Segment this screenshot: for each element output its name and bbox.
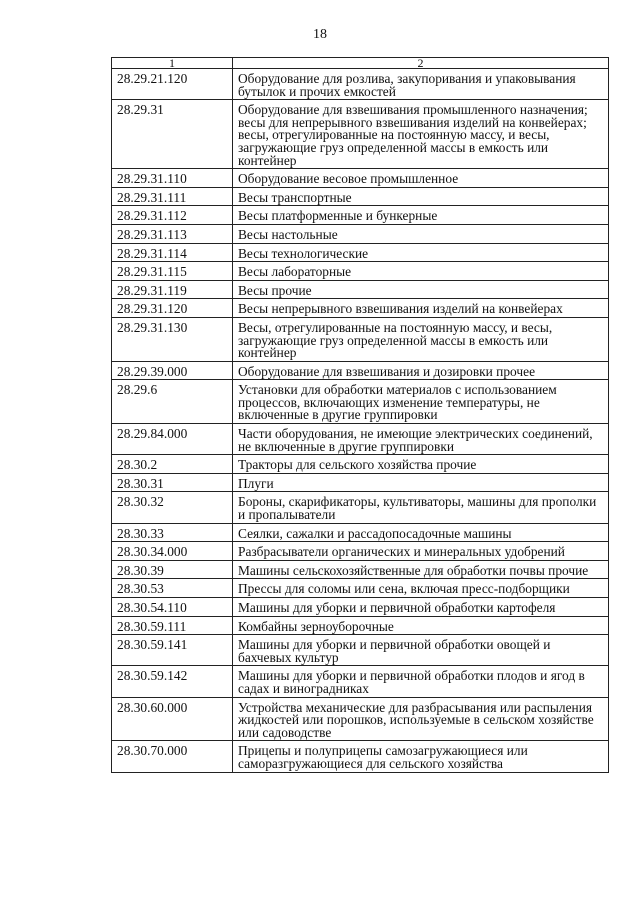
table-row xyxy=(112,280,609,299)
code-cell: 28.29.31.110 xyxy=(112,169,233,188)
description-cell: Части оборудования, не имеющие электрических соединений, не включенные в другие группировки xyxy=(233,424,609,455)
description-cell: Комбайны зерноуборочные xyxy=(233,616,609,635)
description-cell: Машины сельскохозяйственные для обработки почвы прочие xyxy=(233,560,609,579)
description-cell: Весы прочие xyxy=(233,280,609,299)
table-row xyxy=(112,542,609,561)
code-cell: 28.30.34.000 xyxy=(112,542,233,561)
table-row xyxy=(112,317,609,361)
description-cell: Установки для обработки материалов с использованием процессов, включающих изменение температуры, не включенные в другие группировки xyxy=(233,380,609,424)
code-cell: 28.29.31.114 xyxy=(112,243,233,262)
code-cell: 28.29.31.120 xyxy=(112,299,233,318)
code-cell: 28.29.21.120 xyxy=(112,69,233,100)
code-cell: 28.30.2 xyxy=(112,455,233,474)
code-cell: 28.30.31 xyxy=(112,473,233,492)
table-row xyxy=(112,666,609,697)
description-cell: Прицепы и полуприцепы самозагружающиеся или саморазгружающиеся для сельского хозяйства xyxy=(233,741,609,772)
description-cell: Разбрасыватели органических и минеральных удобрений xyxy=(233,542,609,561)
code-cell: 28.30.59.141 xyxy=(112,635,233,666)
description-cell: Машины для уборки и первичной обработки овощей и бахчевых культур xyxy=(233,635,609,666)
table-row xyxy=(112,635,609,666)
table-row xyxy=(112,523,609,542)
description-cell: Оборудование для розлива, закупоривания и упаковывания бутылок и прочих емкостей xyxy=(233,69,609,100)
table-row xyxy=(112,492,609,523)
description-cell: Весы платформенные и бункерные xyxy=(233,206,609,225)
table-row xyxy=(112,361,609,380)
description-cell: Бороны, скарификаторы, культиваторы, машины для прополки и пропалыватели xyxy=(233,492,609,523)
code-cell: 28.29.39.000 xyxy=(112,361,233,380)
table-row xyxy=(112,380,609,424)
table-row xyxy=(112,262,609,281)
table-row xyxy=(112,741,609,772)
code-cell: 28.29.31.115 xyxy=(112,262,233,281)
description-cell: Тракторы для сельского хозяйства прочие xyxy=(233,455,609,474)
description-cell: Весы лабораторные xyxy=(233,262,609,281)
table-row xyxy=(112,560,609,579)
classification-table xyxy=(111,57,609,773)
table-row xyxy=(112,206,609,225)
description-cell: Оборудование весовое промышленное xyxy=(233,169,609,188)
code-cell: 28.29.31.119 xyxy=(112,280,233,299)
page-number: 18 xyxy=(313,27,327,42)
description-cell: Оборудование для взвешивания промышленного назначения; весы для непрерывного взвешивания изделий на конвейерах; весы, отрегулированные на постоянную массу, и весы, загружающие груз определенной массы в емкость или контейнер xyxy=(233,100,609,169)
code-cell: 28.30.60.000 xyxy=(112,697,233,741)
table-row xyxy=(112,100,609,169)
code-cell: 28.29.31.111 xyxy=(112,187,233,206)
code-cell: 28.29.31.112 xyxy=(112,206,233,225)
code-cell: 28.30.33 xyxy=(112,523,233,542)
code-cell: 28.30.59.111 xyxy=(112,616,233,635)
table-row xyxy=(112,424,609,455)
description-cell: Сеялки, сажалки и рассадопосадочные машины xyxy=(233,523,609,542)
description-cell: Весы настольные xyxy=(233,224,609,243)
description-cell: Весы транспортные xyxy=(233,187,609,206)
code-cell: 28.30.70.000 xyxy=(112,741,233,772)
table-row xyxy=(112,169,609,188)
column-header-1: 1 xyxy=(112,58,233,69)
table-row xyxy=(112,579,609,598)
table-row xyxy=(112,598,609,617)
table-header-row xyxy=(112,58,609,69)
table-row xyxy=(112,243,609,262)
code-cell: 28.29.6 xyxy=(112,380,233,424)
table-row xyxy=(112,224,609,243)
code-cell: 28.30.59.142 xyxy=(112,666,233,697)
code-cell: 28.29.31.130 xyxy=(112,317,233,361)
code-cell: 28.30.32 xyxy=(112,492,233,523)
table-row xyxy=(112,616,609,635)
table-row xyxy=(112,455,609,474)
code-cell: 28.29.31 xyxy=(112,100,233,169)
code-cell: 28.30.39 xyxy=(112,560,233,579)
description-cell: Плуги xyxy=(233,473,609,492)
description-cell: Машины для уборки и первичной обработки плодов и ягод в садах и виноградниках xyxy=(233,666,609,697)
table-row xyxy=(112,299,609,318)
description-cell: Весы непрерывного взвешивания изделий на конвейерах xyxy=(233,299,609,318)
description-cell: Устройства механические для разбрасывания или распыления жидкостей или порошков, используемые в сельском хозяйстве или садоводстве xyxy=(233,697,609,741)
table-row xyxy=(112,697,609,741)
description-cell: Весы, отрегулированные на постоянную массу, и весы, загружающие груз определенной массы в емкость или контейнер xyxy=(233,317,609,361)
code-cell: 28.29.84.000 xyxy=(112,424,233,455)
code-cell: 28.30.54.110 xyxy=(112,598,233,617)
code-cell: 28.29.31.113 xyxy=(112,224,233,243)
table-row xyxy=(112,187,609,206)
column-header-2: 2 xyxy=(233,58,609,69)
table-row xyxy=(112,69,609,100)
table-row xyxy=(112,473,609,492)
code-cell: 28.30.53 xyxy=(112,579,233,598)
description-cell: Весы технологические xyxy=(233,243,609,262)
description-cell: Оборудование для взвешивания и дозировки прочее xyxy=(233,361,609,380)
description-cell: Машины для уборки и первичной обработки картофеля xyxy=(233,598,609,617)
description-cell: Прессы для соломы или сена, включая пресс-подборщики xyxy=(233,579,609,598)
